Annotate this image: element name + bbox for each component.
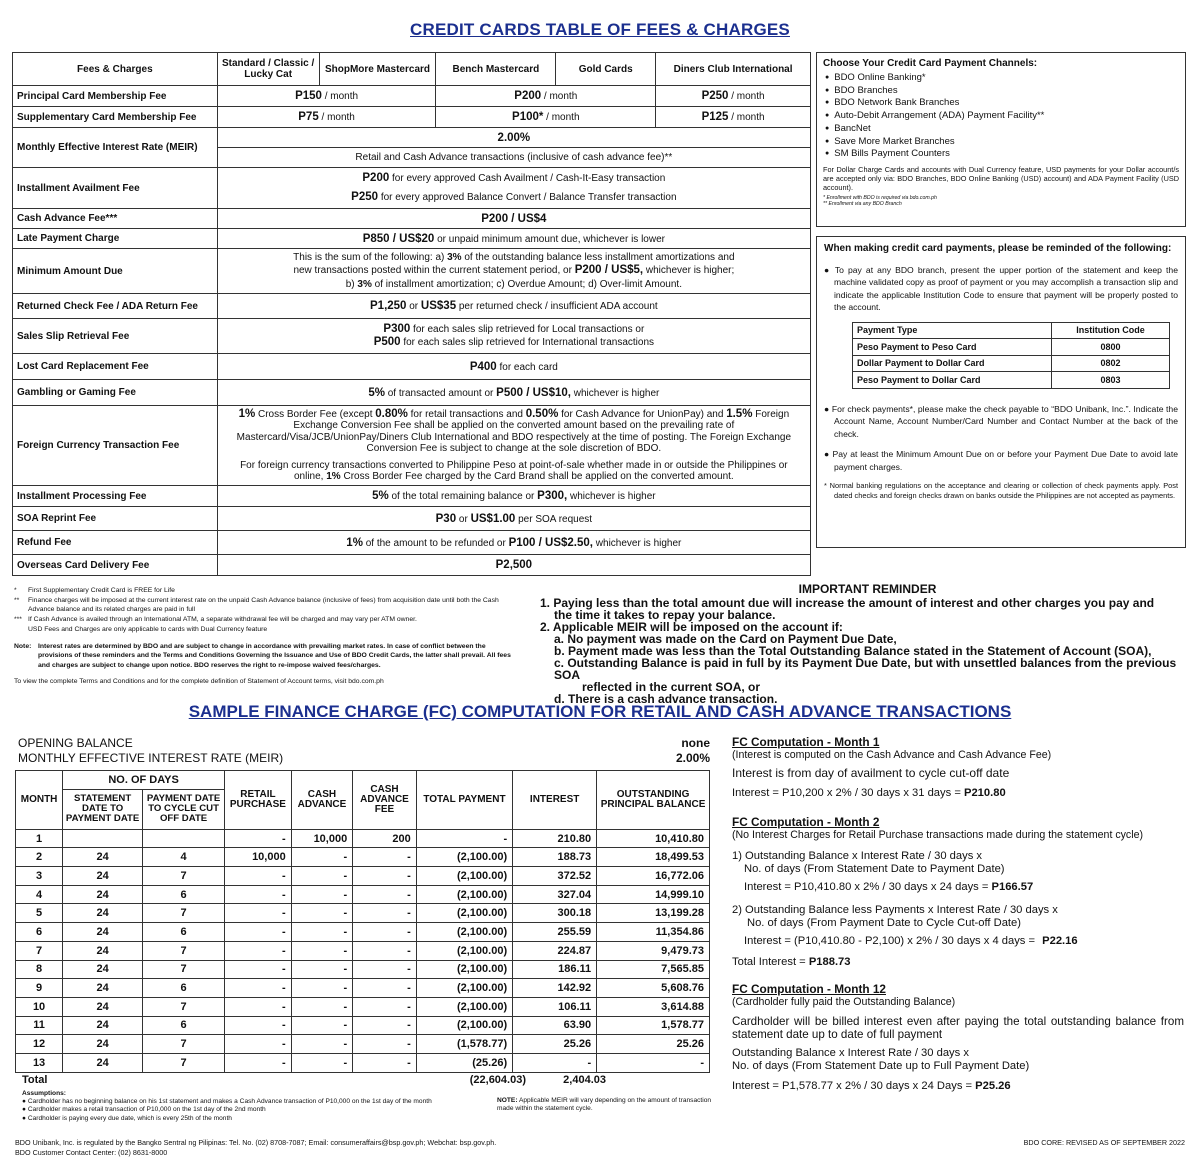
list-item: ● BDO Branches	[825, 85, 1179, 98]
table-row: 10 24 7 - - - (2,100.00) 106.11 3,614.88	[16, 997, 710, 1016]
table-row: 3 24 7 - - - (2,100.00) 372.52 16,772.06	[16, 867, 710, 886]
table-row: Late Payment Charge P850 / US$20 or unpaid minimum amount due, whichever is lower	[13, 229, 811, 249]
table-row: Lost Card Replacement Fee P400 for each card	[13, 354, 811, 380]
table-row: Installment Processing Fee 5% of the total remaining balance or P300, whichever is higher	[13, 486, 811, 507]
footnote: * Enrollment with BDO is required via bdo.com.ph	[823, 194, 937, 201]
channels-title: Choose Your Credit Card Payment Channels:	[823, 58, 1038, 69]
dollar-note: For Dollar Charge Cards and accounts with Dual Currency feature, USD payments for your Dollar account/s are accepted only via: BDO Branches, BDO Online Banking (USD) account) and ADA Payment Facility (USD account).	[823, 164, 1179, 192]
col-header: Diners Club International	[656, 53, 811, 86]
table-row: Peso Payment to Peso Card 0800	[853, 339, 1170, 356]
reminder-paragraph: ● To pay at any BDO branch, present the upper portion of the statement and keep the machine validated copy as proof of payment or you may accomplish a transaction slip and indicate the applicable Institution Code to ensure that payment will be properly posted to the account.	[824, 264, 1178, 312]
table-row: 2 24 4 10,000 - - (2,100.00) 188.73 18,499.53	[16, 848, 710, 867]
table-row: SOA Reprint Fee P30 or US$1.00 per SOA request	[13, 507, 811, 531]
section-title: SAMPLE FINANCE CHARGE (FC) COMPUTATION FOR RETAIL AND CASH ADVANCE TRANSACTIONS	[188, 702, 1012, 721]
institution-code-table: Payment Type Institution Code Peso Payment to Peso Card 0800 Dollar Payment to Dollar Card 0802 Peso Payment to Dollar Card 0803	[852, 322, 1170, 389]
meir-note: NOTE: Applicable MEIR will vary depending on the amount of transaction made within the statement cycle.	[497, 1097, 712, 1113]
table-row: Peso Payment to Dollar Card 0803	[853, 372, 1170, 389]
list-item: ● BDO Network Bank Branches	[825, 97, 1179, 110]
table-row: Monthly Effective Interest Rate (MEIR) 2.00%	[13, 128, 811, 148]
fc-table: MONTH NO. OF DAYS RETAIL PURCHASE CASH ADVANCE CASH ADVANCE FEE TOTAL PAYMENT INTEREST OUTSTANDING PRINCIPAL BALANCE STATEMENT DATE TO PAYMENT DATE PAYMENT DATE TO CYCLE CUT OFF DATE 1 - 10,000 200 - 210.80 10,410.80 2 24 4 10,000 - - (2,100.00) 188.73 18,499.53 3 24 7 - - - (2,100.00) 372.52 16,772.06 4 24 6 - - - (2,100.00) 327.04 14,999.10 5 24 7 - - - (2,100.00) 300.18 13,199.28 6 24 6 - - - (2,100.00) 255.59 11,354.86 7 24 7 - - - (2,100.00) 224.87 9,479.73 8 24 7 - - - (2,100.00) 186.11 7,565.85 9 24 6 - - - (2,100.00) 142.92 5,608.76 10 24 7 - - - (2,100.00) 106.11 3,614.88 11 24 6 - - - (2,100.00) 63.90 1,578.77 12 24 7 - - - (1,578.77) 25.26 25.26 13 24 7 - - - (25.26) - -	[15, 770, 710, 1073]
col-header: Fees & Charges	[13, 53, 218, 86]
table-row: 12 24 7 - - - (1,578.77) 25.26 25.26	[16, 1035, 710, 1054]
page-title: CREDIT CARDS TABLE OF FEES & CHARGES	[410, 20, 790, 39]
table-row: 9 24 6 - - - (2,100.00) 142.92 5,608.76	[16, 979, 710, 998]
table-row: 6 24 6 - - - (2,100.00) 255.59 11,354.86	[16, 923, 710, 942]
channels-list	[825, 72, 1179, 161]
reminder-paragraph: ● Pay at least the Minimum Amount Due on or before your Payment Due Date to avoid late payment charges.	[824, 449, 1178, 472]
important-reminder: IMPORTANT REMINDER 1. Paying less than the total amount due will increase the amount of interest and other charges you pay and the time it takes to repay your balance. 2. Applicable MEIR will be imposed on the account if: a. No payment was made on the Card on Payment Due Date, b. Payment made was less than the Total Outstanding Balance stated in the Statement of Account (SOA), c. Outstanding Balance is paid in full by its Payment Due Date, but with unsettled balances from the previous SOA reflected in the current SOA, or d. There is a cash advance transaction.	[540, 582, 1177, 706]
assumptions: Assumptions: ● Cardholder has no beginning balance on his 1st statement and makes a Cash Advance transaction of P10,000 on the 1st day of the month ● Cardholder makes a retail transaction of P10,000 on the 1st day of the 2nd month ● Cardholder is paying every due date, which is every 25th of the month	[22, 1090, 432, 1122]
reminder-paragraph: ● For check payments*, please make the check payable to “BDO Unibank, Inc.”. Indicate the Account Name, Account Number/Card Number and Contact Number at the back of the check.	[824, 403, 1178, 439]
col-header: Bench Mastercard	[436, 53, 556, 86]
page-footer: BDO Unibank, Inc. is regulated by the Bangko Sentral ng Pilipinas: Tel. No. (02) 8708-7087; Email: consumeraffairs@bsp.gov.ph; Webchat: bsp.gov.ph. BDO Customer Contact Center: (02) 8631-8000 BDO CORE: REVISED AS OF SEPTEMBER 2022	[15, 1138, 1185, 1157]
fc-computation: FC Computation - Month 1 (Interest is computed on the Cash Advance and Cash Advance Fee) Interest is from day of availment to cycle cut-off date Interest = P10,200 x 2% / 30 days x 31 days = P210.80 FC Computation - Month 2 (No Interest Charges for Retail Purchase transactions made during the statement cycle) 1) Outstanding Balance x Interest Rate / 30 days x No. of days (From Statement Date to Payment Date) Interest = P10,410.80 x 2% / 30 days x 24 days = P166.57 2) Outstanding Balance less Payments x Interest Rate / 30 days x No. of days (From Payment Date to Cycle Cut-off Date) Interest = (P10,410.80 - P2,100) x 2% / 30 days x 4 days = P22.16 Total Interest = P188.73 FC Computation - Month 12 (Cardholder fully paid the Outstanding Balance) Cardholder will be billed interest even after paying the total outstanding balance from statement date up to date of full payment Outstanding Balance x Interest Rate / 30 days x No. of days (From Statement Date up to Full Payment Date) Interest = P1,578.77 x 2% / 30 days x 24 Days = P25.26	[732, 735, 1184, 1092]
table-row: 11 24 6 - - - (2,100.00) 63.90 1,578.77	[16, 1016, 710, 1035]
opening-balance: OPENING BALANCE none MONTHLY EFFECTIVE INTEREST RATE (MEIR) 2.00%	[18, 736, 710, 765]
table-row: Cash Advance Fee*** P200 / US$4	[13, 209, 811, 229]
reminders-title: When making credit card payments, please be reminded of the following:	[824, 243, 1172, 254]
table-row: Refund Fee 1% of the amount to be refunded or P100 / US$2.50, whichever is higher	[13, 531, 811, 555]
table-row: 4 24 6 - - - (2,100.00) 327.04 14,999.10	[16, 885, 710, 904]
table-row: Returned Check Fee / ADA Return Fee P1,250 or US$35 per returned check / insufficient ADA account	[13, 294, 811, 319]
table-row: Overseas Card Delivery Fee P2,500	[13, 555, 811, 576]
table-row: Minimum Amount Due This is the sum of the following: a) 3% of the outstanding balance less installment amortizations and new transactions posted within the current statement period, or P200 / US$5, whichever is higher; b) 3% of installment amortization; c) Overdue Amount; d) Over-limit Amount.	[13, 249, 811, 294]
table-row: Dollar Payment to Dollar Card 0802	[853, 355, 1170, 372]
table-row: Principal Card Membership Fee P150 / month P200 / month P250 / month	[13, 86, 811, 107]
col-header: Standard / Classic / Lucky Cat	[217, 53, 319, 86]
list-item: ● BDO Online Banking*	[825, 72, 1179, 85]
payment-channels-box	[816, 52, 1186, 227]
list-item: ● Save More Market Branches	[825, 136, 1179, 149]
fees-table: Fees & Charges Standard / Classic / Lucky Cat ShopMore Mastercard Bench Mastercard Gold Cards Diners Club International Principal Card Membership Fee P150 / month P200 / month P250 / month Supplementary Card Membership Fee P75 / month P100* / month P125 / month Monthly Effective Interest Rate (MEIR) 2.00% Retail and Cash Advance transactions (inclusive of cash advance fee)** Installment Availment Fee P200 for every approved Cash Availment / Cash-It-Easy transaction P250 for every approved Balance Convert / Balance Transfer transaction Cash Advance Fee*** P200 / US$4 Late Payment Charge P850 / US$20 or unpaid minimum amount due, whichever is lower Minimum Amount Due This is the sum of the following: a) 3% of the outstanding balance less installment amortizations and new transactions posted within the current statement period, or P200 / US$5, whichever is higher; b) 3% of installment amortization; c) Overdue Amount; d) Over-limit Amount. Returned Check Fee / ADA Return Fee P1,250 or US$35 per returned check / insufficient ADA account Sales Slip Retrieval Fee P300 for each sales slip retrieved for Local transactions or P500 for each sales slip retrieved for International transactions Lost Card Replacement Fee P400 for each card Gambling or Gaming Fee 5% of transacted amount or P500 / US$10, whichever is higher Foreign Currency Transaction Fee 1% Cross Border Fee (except 0.80% for retail transactions and 0.50% for Cash Advance for UnionPay) and 1.5% Foreign Exchange Conversion Fee shall be applied on the converted amount based on the prevailing rate of Mastercard/Visa/JCB/UnionPay/Diners Club International and BDO respectively at the time of posting. The Foreign Exchange Conversion Fee is subject to change at the sole discretion of BDO. For foreign currency transactions converted to Philippine Peso at point-of-sale whether made in or outside the Philippines or online, 1% Cross Border Fee charged by the Card Brand shall be applied on the converted amount. Installment Processing Fee 5% of the total remaining balance or P300, whichever is higher SOA Reprint Fee P30 or US$1.00 per SOA request Refund Fee 1% of the amount to be refunded or P100 / US$2.50, whichever is higher Overseas Card Delivery Fee P2,500	[12, 52, 811, 576]
table-row: 5 24 7 - - - (2,100.00) 300.18 13,199.28	[16, 904, 710, 923]
col-header: Gold Cards	[556, 53, 656, 86]
table-row: 7 24 7 - - - (2,100.00) 224.87 9,479.73	[16, 941, 710, 960]
table-row: Supplementary Card Membership Fee P75 / month P100* / month P125 / month	[13, 107, 811, 128]
fee-footnotes: * First Supplementary Credit Card is FREE for Life ** Finance charges will be imposed at the current interest rate on the unpaid Cash Advance balance (inclusive of fees) from acquisition date until both the Cash Advance balance and its related charges are paid in full *** If Cash Advance is availed through an International ATM, a separate withdrawal fee will be charged and may vary per ATM owner. USD Fees and Charges are only applicable to cards with Dual Currency feature Note: Interest rates are determined by BDO and are subject to change in accordance with prevailing market rates. In case of conflict between the provisions of these reminders and the Terms and Conditions Governing the Issuance and Use of BDO Credit Cards, the latter shall prevail. All fees and charges are subject to change upon notice. BDO reserves the right to re-impose waived fees/charges. To view the complete Terms and Conditions and for the complete definition of Statement of Account terms, visit bdo.com.ph	[14, 587, 511, 685]
list-item: ● Auto-Debit Arrangement (ADA) Payment Facility**	[825, 110, 1179, 123]
col-header: ShopMore Mastercard	[319, 53, 436, 86]
table-row: 8 24 7 - - - (2,100.00) 186.11 7,565.85	[16, 960, 710, 979]
list-item: ● BancNet	[825, 123, 1179, 136]
table-row: Sales Slip Retrieval Fee P300 for each sales slip retrieved for Local transactions or P500 for each sales slip retrieved for International transactions	[13, 319, 811, 354]
list-item: ● SM Bills Payment Counters	[825, 148, 1179, 161]
reminder-note: * Normal banking regulations on the acceptance and clearing or collection of check payments apply. Post dated checks and foreign checks drawn on banks outside the Philippines are not accepted as payments.	[824, 481, 1178, 500]
table-row: Foreign Currency Transaction Fee 1% Cross Border Fee (except 0.80% for retail transactions and 0.50% for Cash Advance for UnionPay) and 1.5% Foreign Exchange Conversion Fee shall be applied on the converted amount based on the prevailing rate of Mastercard/Visa/JCB/UnionPay/Diners Club International and BDO respectively at the time of posting. The Foreign Exchange Conversion Fee is subject to change at the sole discretion of BDO. For foreign currency transactions converted to Philippine Peso at point-of-sale whether made in or outside the Philippines or online, 1% Cross Border Fee charged by the Card Brand shall be applied on the converted amount.	[13, 406, 811, 486]
footnote: ** Enrollment via any BDO Branch	[823, 201, 902, 208]
table-row: 1 - 10,000 200 - 210.80 10,410.80	[16, 829, 710, 848]
table-row: 13 24 7 - - - (25.26) - -	[16, 1053, 710, 1072]
table-row: Gambling or Gaming Fee 5% of transacted amount or P500 / US$10, whichever is higher	[13, 380, 811, 406]
table-row: Installment Availment Fee P200 for every approved Cash Availment / Cash-It-Easy transaction P250 for every approved Balance Convert / Balance Transfer transaction	[13, 168, 811, 209]
payment-reminders-box	[816, 236, 1186, 548]
